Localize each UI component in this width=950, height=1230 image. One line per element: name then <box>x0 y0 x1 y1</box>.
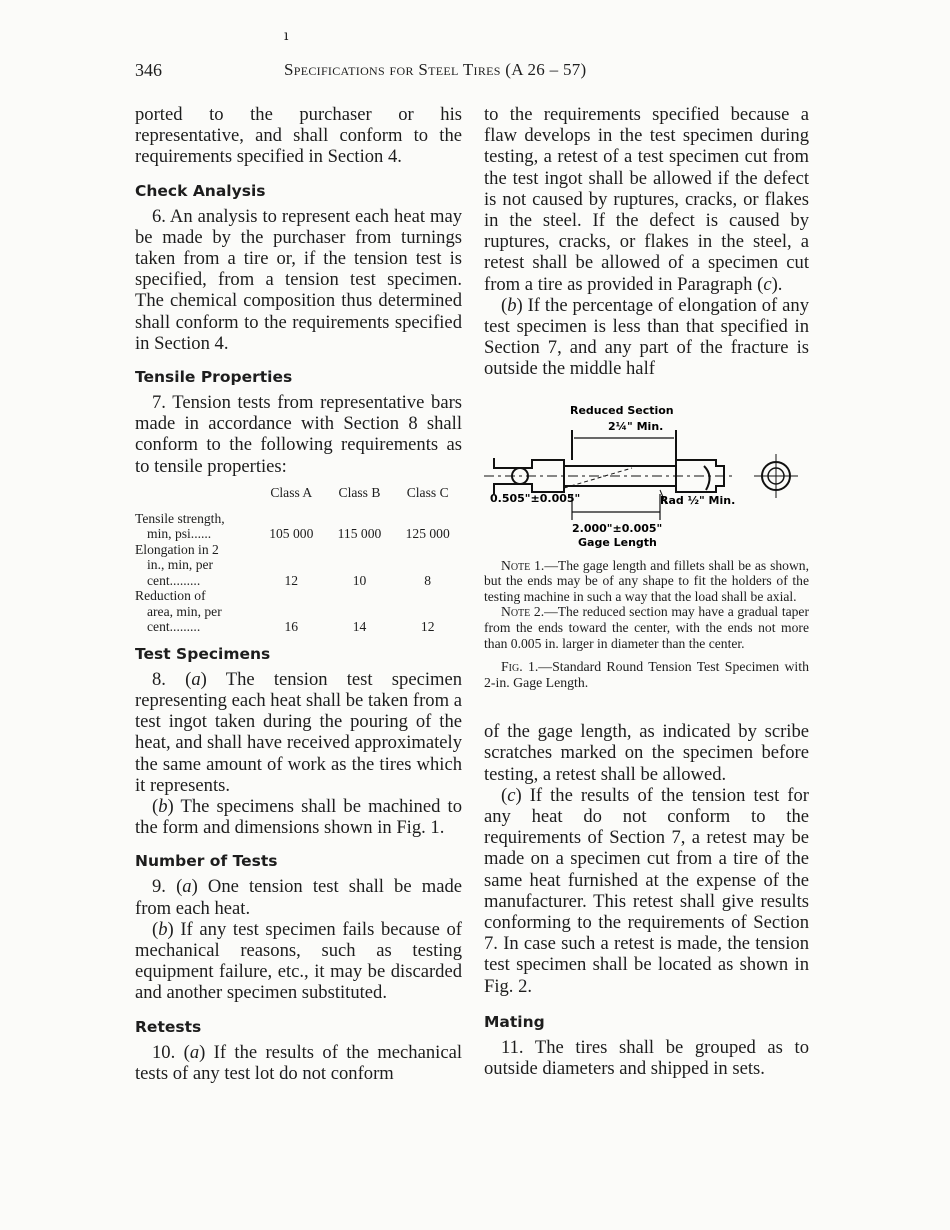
right-column <box>484 104 809 1079</box>
paragraph-6: 6. An analysis to represent each heat may be made by the purchaser from turnings taken from a tire or, if the tension test is specified, from a tension test specimen. The chemical composition thus determined shall conform to the requirements specified in Section 4. <box>135 205 462 354</box>
figure-caption <box>484 659 809 691</box>
paragraph-9b <box>135 919 462 1004</box>
note-label: Note 2. <box>501 604 545 620</box>
table-row <box>135 588 462 635</box>
para-letter: b <box>507 294 517 316</box>
tensile-properties-table <box>135 485 462 635</box>
paragraph-continuation: ported to the purchaser or his representative, and shall conform to the requirements specified in Section 4. <box>135 104 462 168</box>
para-letter: a <box>182 876 192 898</box>
para-number: 9. ( <box>152 876 183 898</box>
table-row <box>135 511 462 542</box>
table-row-label <box>135 542 257 589</box>
table-cell: 10 <box>352 572 367 588</box>
label-diameter: 0.505"±0.005" <box>490 491 581 505</box>
heading-number-of-tests: Number of Tests <box>135 852 278 871</box>
para-text: ) One tension test shall be made from each heat. <box>135 876 462 919</box>
para-paren: ( <box>152 796 159 818</box>
table-cell: 12 <box>420 619 435 635</box>
para-text: ) If the results of the mechanical tests of any test lot do not conform <box>135 1041 462 1084</box>
table-row-label <box>135 588 257 635</box>
para-number: 8. ( <box>152 668 192 690</box>
label-reduced-section: Reduced Section <box>570 403 674 417</box>
table-header-cell: Class A <box>270 484 313 500</box>
para-paren: ( <box>152 918 159 940</box>
note-label: Note 1. <box>501 557 545 573</box>
heading-test-specimens: Test Specimens <box>135 644 271 663</box>
paragraph-10b <box>484 295 809 380</box>
paragraph-10c <box>484 785 809 997</box>
para-text: ) The tension test specimen representing each heat shall be taken from a test ingot taken during the pouring of the heat, and shall have received approximately the same amount of work as the tires which it represents. <box>135 668 462 796</box>
caption-label: Fig. 1. <box>501 659 539 675</box>
para-number: 10. ( <box>152 1041 190 1063</box>
para-text-end: ). <box>771 273 783 295</box>
paragraph-10a <box>135 1042 462 1084</box>
label-gage-dimension: 2.000"±0.005" <box>572 521 663 535</box>
paragraph-7: 7. Tension tests from representative bars made in accordance with Section 8 shall conform to the following requirements as to tensile properties: <box>135 392 462 477</box>
paragraph-continuation-right <box>484 104 809 295</box>
left-column <box>135 104 462 1084</box>
table-header-cell: Class C <box>406 484 449 500</box>
heading-tensile-properties: Tensile Properties <box>135 368 293 387</box>
para-text: ) If the results of the tension test for any heat do not conform to the requirements of Section 7, a retest may be made on a specimen cut from a tire of the same heat furnished at the expense of the manufacturer. This retest shall give results conforming to the requirements of Section 7. In case such a retest is made, the tension test specimen shall be located as shown in Fig. 2. <box>484 784 809 997</box>
header-mark: ı <box>284 28 289 44</box>
label-gage-length: Gage Length <box>578 535 657 549</box>
table-cell: 14 <box>352 619 367 635</box>
para-letter: a <box>191 668 201 690</box>
note-text: —The gage length and fillets shall be as shown, but the ends may be of any shape to fit the holders of the testing machine in such a way that the load shall be axial. <box>484 557 809 604</box>
table-cell: 16 <box>284 619 299 635</box>
figure-note-1 <box>484 558 809 605</box>
table-cell: 8 <box>424 572 432 588</box>
table-row-label <box>135 511 257 542</box>
table-header-cell <box>135 485 257 511</box>
figure-note-2 <box>484 604 809 651</box>
heading-check-analysis: Check Analysis <box>135 181 266 200</box>
para-letter: b <box>158 918 168 940</box>
figure-1 <box>484 400 809 692</box>
running-title: Specifications for Steel Tires (A 26 – 57) <box>284 60 587 79</box>
para-text: ) The specimens shall be machined to the form and dimensions shown in Fig. 1. <box>135 796 462 839</box>
table-cell: 115 000 <box>337 526 382 542</box>
heading-mating: Mating <box>484 1012 545 1031</box>
label-radius: Rad ½" Min. <box>660 493 736 507</box>
tension-specimen-drawing <box>484 400 809 550</box>
paragraph-continuation-2: of the gage length, as indicated by scribe scratches marked on the specimen before testing, a retest shall be allowed. <box>484 721 809 785</box>
label-line: Elongation in 2 <box>135 541 219 557</box>
label-line: min, psi...... <box>147 526 212 542</box>
paragraph-11: 11. The tires shall be grouped as to outside diameters and shipped in sets. <box>484 1036 809 1080</box>
table-cell: 125 000 <box>405 526 450 542</box>
table-header-cell: Class B <box>338 484 381 500</box>
para-letter: c <box>507 784 516 806</box>
note-text: —The reduced section may have a gradual taper from the ends toward the center, with the ends not more than 0.005 in. larger in diameter than the center. <box>484 604 809 651</box>
para-letter: a <box>189 1041 200 1063</box>
caption-text: —Standard Round Tension Test Specimen with 2-in. Gage Length. <box>484 659 809 691</box>
page-number: 346 <box>135 60 162 80</box>
para-text: ) If the percentage of elongation of any test specimen is less than that specified in Section 7, and any part of the fracture is outside the middle half <box>484 294 809 380</box>
table-cell: 12 <box>284 572 299 588</box>
paragraph-8a <box>135 669 462 796</box>
label-line: cent......... <box>147 619 201 635</box>
para-text: to the requirements specified because a flaw develops in the test specimen during testing, a retest of a test specimen cut from the test ingot shall be allowed if the defect is not caused by ruptures, cracks, or flakes in the steel. If the defect is caused by ruptures, cracks, or flakes in the steel, a retest shall be allowed of a specimen cut from a tire as provided in Paragraph ( <box>484 104 809 295</box>
label-line: cent......... <box>147 572 201 588</box>
para-paren: ( <box>501 784 508 806</box>
label-line: area, min, per <box>147 603 222 619</box>
table-cell: 105 000 <box>269 526 314 542</box>
paragraph-9a <box>135 876 462 918</box>
specimen-fillet <box>704 466 710 490</box>
para-paren: ( <box>501 294 508 316</box>
table-row <box>135 542 462 589</box>
label-line: in., min, per <box>147 557 214 573</box>
label-min-length: 2¼" Min. <box>608 419 664 433</box>
label-line: Tensile strength, <box>135 510 225 526</box>
paragraph-8b <box>135 796 462 838</box>
heading-retests: Retests <box>135 1017 202 1036</box>
para-text: ) If any test specimen fails because of mechanical reasons, such as testing equipment failure, etc., it may be discarded and another specimen substituted. <box>135 918 462 1004</box>
table-header-row <box>135 485 462 511</box>
para-letter: c <box>763 273 772 295</box>
label-line: Reduction of <box>135 588 206 604</box>
para-letter: b <box>158 796 168 818</box>
